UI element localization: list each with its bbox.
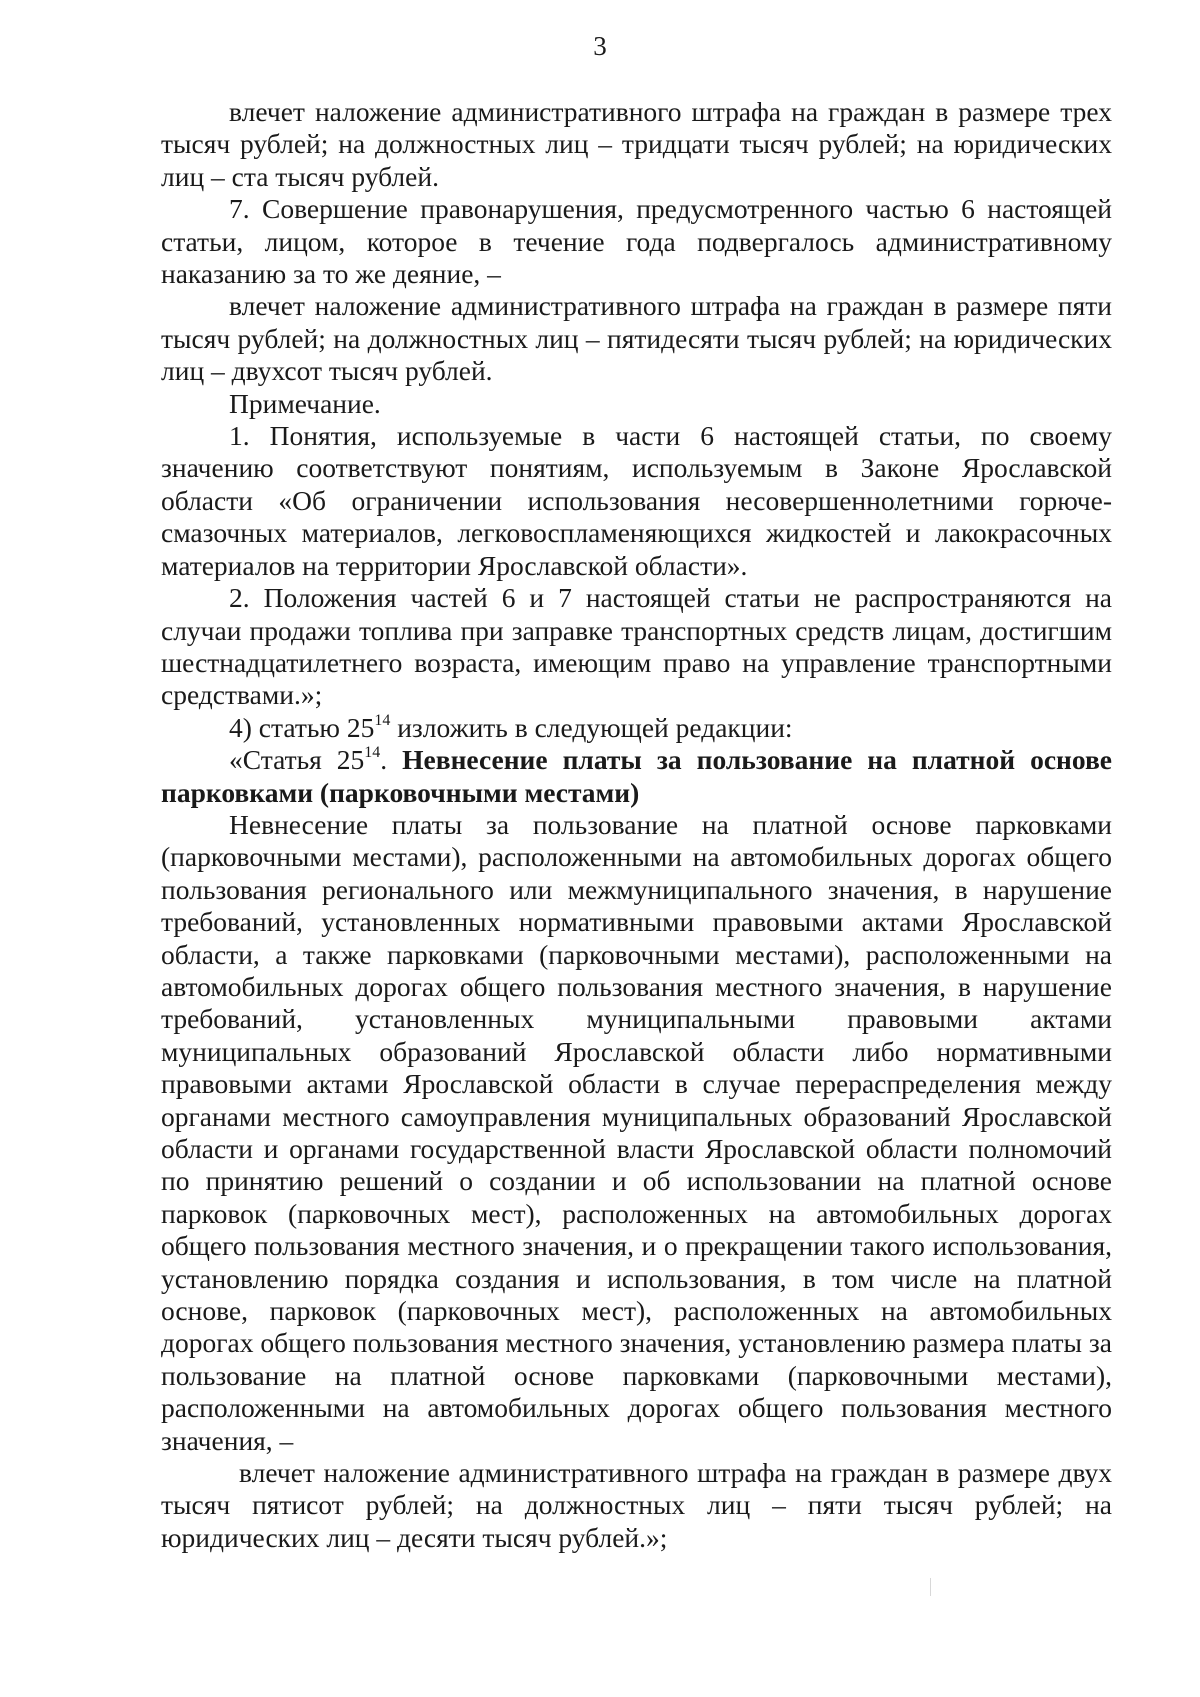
article-heading-superscript: 14	[364, 744, 381, 762]
paragraph-penalty-part6: влечет наложение административного штрафа на граждан в размере трех тысяч рублей; на должностных лиц – тридцати тысяч рублей; на юридических лиц – ста тысяч рублей.	[161, 96, 1112, 192]
note-item-1: 1. Понятия, используемые в части 6 настоящей статьи, по своему значению соответствуют понятиям, используемым в Законе Ярославской области «Об ограничении использования несовершеннолетними горюче-смазочных материалов, легковоспламеняющихся жидкостей и лакокрасочных материалов на территории Ярославской области».	[161, 420, 1112, 581]
article-title: Невнесение платы за пользование на платной основе парковками (парковочными местами)	[161, 744, 1112, 808]
note-heading: Примечание.	[229, 387, 381, 419]
amendment-item-4	[161, 712, 1112, 744]
paragraph-part7: 7. Совершение правонарушения, предусмотренного частью 6 настоящей статьи, лицом, которое в течение года подвергалось административному наказанию за то же деяние, –	[161, 193, 1112, 290]
article-penalty: влечет наложение административного штрафа на граждан в размере двух тысяч пятисот рублей; на должностных лиц – пяти тысяч рублей; на юридических лиц – десяти тысяч рублей.»;	[161, 1457, 1112, 1553]
paragraph-penalty-part7: влечет наложение административного штрафа на граждан в размере пяти тысяч рублей; на должностных лиц – пятидесяти тысяч рублей; на юридических лиц – двухсот тысяч рублей.	[161, 290, 1112, 387]
scan-artifact	[930, 1578, 931, 1596]
page-number: 3	[593, 31, 607, 61]
amendment-item-4-superscript: 14	[374, 711, 391, 729]
article-heading	[161, 744, 1112, 809]
document-body	[161, 96, 1112, 1554]
note-item-2: 2. Положения частей 6 и 7 настоящей статьи не распространяются на случаи продажи топлива при заправке транспортных средств лицам, достигшим шестнадцатилетнего возраста, имеющим право на управление транспортными средствами.»;	[161, 582, 1112, 711]
amendment-item-4-rest: изложить в следующей редакции:	[390, 711, 793, 743]
article-heading-prefix: «Статья 25	[229, 744, 365, 776]
article-heading-dot: .	[380, 744, 403, 776]
amendment-item-4-text: 4) статью 25	[229, 711, 375, 743]
article-body: Невнесение платы за пользование на платной основе парковками (парковочными местами), расположенными на автомобильных дорогах общего пользования регионального или межмуниципального значения, в нарушение требований, установленных нормативными правовыми актами Ярославской области, а также парковками (парковочными местами), расположенными на автомобильных дорогах общего пользования местного значения, в нарушение требований, установленных муниципальными правовыми актами муниципальных образований Ярославской области либо нормативными правовыми актами Ярославской области в случае перераспределения между органами местного самоуправления муниципальных образований Ярославской области и органами государственной власти Ярославской области полномочий по принятию решений о создании и об использовании на платной основе парковок (парковочных мест), расположенных на автомобильных дорогах общего пользования местного значения, и о прекращении такого использования, установлению порядка создания и использования, в том числе на платной основе, парковок (парковочных мест), расположенных на автомобильных дорогах общего пользования местного значения, установлению размера платы за пользование на платной основе парковками (парковочными местами), расположенными на автомобильных дорогах общего пользования местного значения, –	[161, 808, 1112, 1456]
